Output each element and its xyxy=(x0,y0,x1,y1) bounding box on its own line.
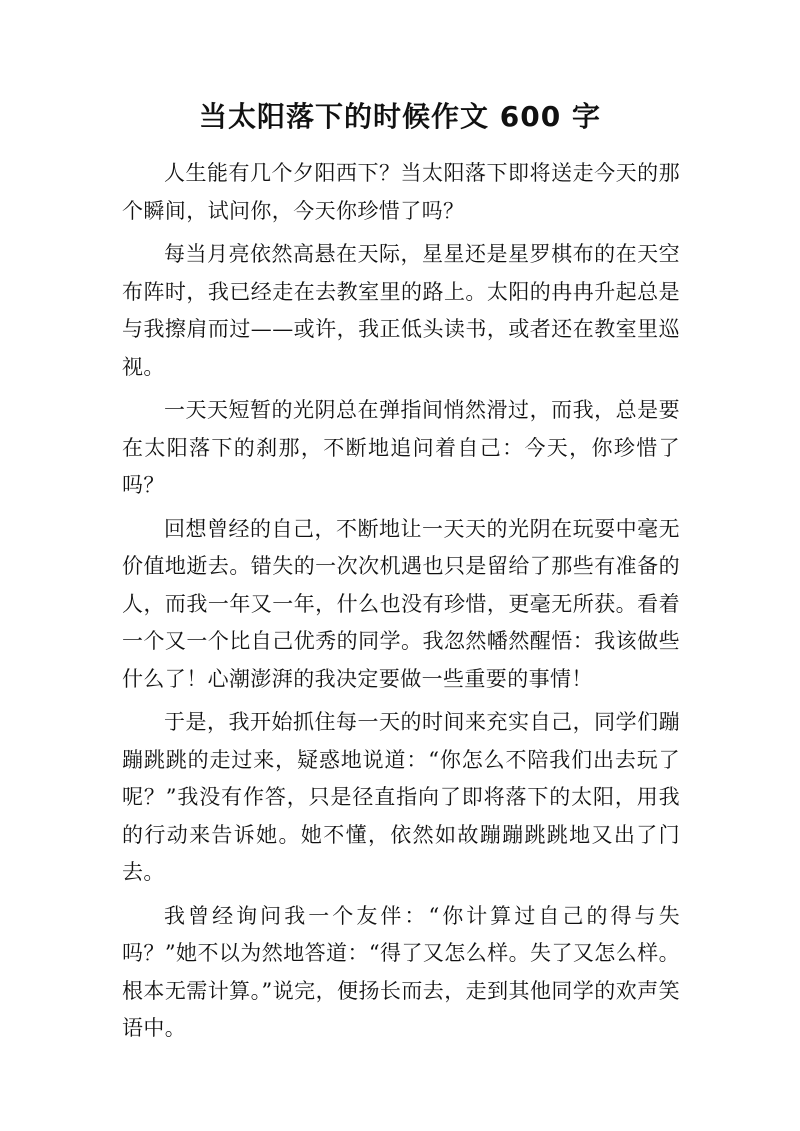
paragraph-4: 回想曾经的自己，不断地让一天天的光阴在玩耍中毫无价值地逝去。错失的一次次机遇也只是留给了那些有准备的人，而我一年又一年，什么也没有珍惜，更毫无所获。看着一个又一个比自己优秀的同学。我忽然幡然醒悟：我该做些什么了！心潮澎湃的我决定要做一些重要的事情！ xyxy=(122,516,680,691)
essay-body xyxy=(122,155,680,1054)
paragraph-5: 于是，我开始抓住每一天的时间来充实自己，同学们蹦蹦跳跳的走过来，疑惑地说道：“你怎么不陪我们出去玩了呢？”我没有作答，只是径直指向了即将落下的太阳，用我的行动来告诉她。她不懂，依然如故蹦蹦跳跳地又出了门去。 xyxy=(122,710,680,884)
paragraph-2: 每当月亮依然高悬在天际，星星还是星罗棋布的在天空布阵时，我已经走在去教室里的路上。太阳的冉冉升起总是与我擦肩而过——或许，我正低头读书，或者还在教室里巡视。 xyxy=(122,242,680,379)
paragraph-6: 我曾经询问我一个友伴：“你计算过自己的得与失吗？”她不以为然地答道：“得了又怎么样。失了又怎么样。根本无需计算。”说完，便扬长而去，走到其他同学的欢声笑语中。 xyxy=(122,903,680,1040)
paragraph-3: 一天天短暂的光阴总在弹指间悄然滑过，而我，总是要在太阳落下的刹那，不断地追问着自己：今天，你珍惜了吗？ xyxy=(122,398,680,497)
paragraph-1: 人生能有几个夕阳西下？当太阳落下即将送走今天的那个瞬间，试问你，今天你珍惜了吗？ xyxy=(122,161,680,223)
document-title: 当太阳落下的时候作文 600 字 xyxy=(199,100,601,133)
